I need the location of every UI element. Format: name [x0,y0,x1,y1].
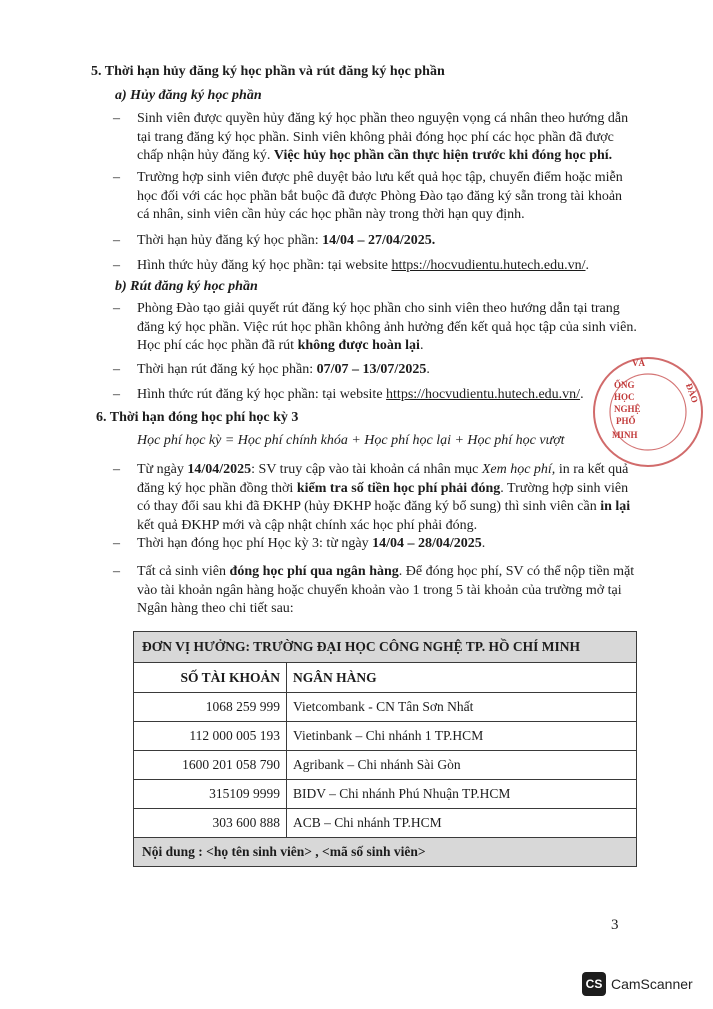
table-row [134,693,637,722]
bullet-5b-2: – Thời hạn rút đăng ký học phần: 07/07 – 13/07/2025. [113,362,430,377]
bullet-5a-3: – Thời hạn hủy đăng ký học phần: 14/04 – 27/04/2025. [113,233,436,248]
website-link-2[interactable]: https://hocvudientu.hutech.edu.vn/ [386,387,581,402]
col-bank-header: NGÂN HÀNG [287,663,637,693]
camscanner-logo-icon: CS [582,972,606,996]
bullet-6-2: – Thời hạn đóng học phí Học kỳ 3: từ ngày 14/04 – 28/04/2025. [113,536,486,551]
tuition-formula: Học phí học kỳ = Học phí chính khóa + Học phí học lại + Học phí học vượt [137,433,565,448]
table-row [134,809,637,838]
bank-name: Agribank – Chi nhánh Sài Gòn [287,751,637,780]
bullet-5b-1: – Phòng Đào tạo giải quyết rút đăng ký học phần cho sinh viên theo hướng dẫn tại trang đăng ký học phần. Việc rút học phần không ảnh hưởng đến kết quả học tập của sinh viên. Học phí các học phần đã rút không được hoàn lại. [113,301,637,353]
stamp-text: VÀ [632,358,645,368]
bullet-5a-4: – Hình thức hủy đăng ký học phần: tại website https://hocvudientu.hutech.edu.vn/. [113,258,590,273]
section-6-title: 6. Thời hạn đóng học phí học kỳ 3 [96,410,299,425]
section-5-title: 5. Thời hạn hủy đăng ký học phần và rút đăng ký học phần [91,64,445,79]
table-row [134,780,637,809]
bank-name: ACB – Chi nhánh TP.HCM [287,809,637,838]
website-link[interactable]: https://hocvudientu.hutech.edu.vn/ [391,258,586,273]
account-number: 1600 201 058 790 [134,751,287,780]
stamp-text: MINH [612,430,638,440]
bullet-6-3: – Tất cả sinh viên đóng học phí qua ngân hàng. Để đóng học phí, SV có thể nộp tiền mặt vào tài khoản ngân hàng hoặc chuyển khoản vào 1 trong 5 tài khoản của trường mở tại Ngân hàng theo chi tiết sau: [113,564,635,616]
table-row [134,722,637,751]
account-number: 315109 9999 [134,780,287,809]
payment-content-note: Nội dung : <họ tên sinh viên> , <mã số sinh viên> [134,838,637,867]
section-5b-title: b) Rút đăng ký học phần [115,279,258,294]
bullet-5b-3: – Hình thức rút đăng ký học phần: tại website https://hocvudientu.hutech.edu.vn/. [113,387,584,402]
stamp-text: PHỐ [616,416,636,426]
bullet-5a-1: – Sinh viên được quyền hủy đăng ký học phần theo nguyện vọng cá nhân theo hướng dẫn tại trang đăng ký học phần. Sinh viên không phải đóng học phí các học phần đã được chấp nhận hủy đăng ký. Việc hủy học phần cần thực hiện trước khi đóng học phí. [113,111,629,163]
page-number: 3 [611,917,619,933]
stamp-text: ỐNG [614,380,635,390]
table-row [134,751,637,780]
stamp-ring-icon [588,352,708,472]
bank-name: Vietinbank – Chi nhánh 1 TP.HCM [287,722,637,751]
section-5a-title: a) Hủy đăng ký học phần [115,88,262,103]
account-number: 303 600 888 [134,809,287,838]
stamp-text: ĐÀO [683,381,701,405]
bullet-6-1: – Từ ngày 14/04/2025: SV truy cập vào tài khoản cá nhân mục Xem học phí, in ra kết quả đăng ký học phần đồng thời kiểm tra số tiền học phí phải đóng. Trường hợp sinh viên có thay đổi sau khi đã ĐKHP (hủy ĐKHP hoặc đăng ký bổ sung) thì sinh viên cần in lại kết quả ĐKHP mới và cập nhật chính xác học phí phải đóng. [113,462,631,533]
bank-name: Vietcombank - CN Tân Sơn Nhất [287,693,637,722]
account-number: 112 000 005 193 [134,722,287,751]
stamp-text: HỌC [614,392,635,402]
camscanner-watermark: CamScanner [611,976,693,992]
bank-name: BIDV – Chi nhánh Phú Nhuận TP.HCM [287,780,637,809]
stamp-text: NGHỆ [614,404,641,414]
bank-account-table [133,631,637,867]
col-account-header: SỐ TÀI KHOẢN [134,663,287,693]
table-header: ĐƠN VỊ HƯỞNG: TRƯỜNG ĐẠI HỌC CÔNG NGHỆ TP. HỒ CHÍ MINH [134,632,637,663]
bullet-5a-2: – Trường hợp sinh viên được phê duyệt bảo lưu kết quả học tập, chuyển điểm hoặc miễn học đối với các học phần bắt buộc đã được Phòng Đào tạo đăng ký sẵn trong tài khoản cá nhân, sinh viên cần hủy các học phần này trong thời hạn quy định. [113,170,623,222]
account-number: 1068 259 999 [134,693,287,722]
school-stamp [588,352,708,472]
